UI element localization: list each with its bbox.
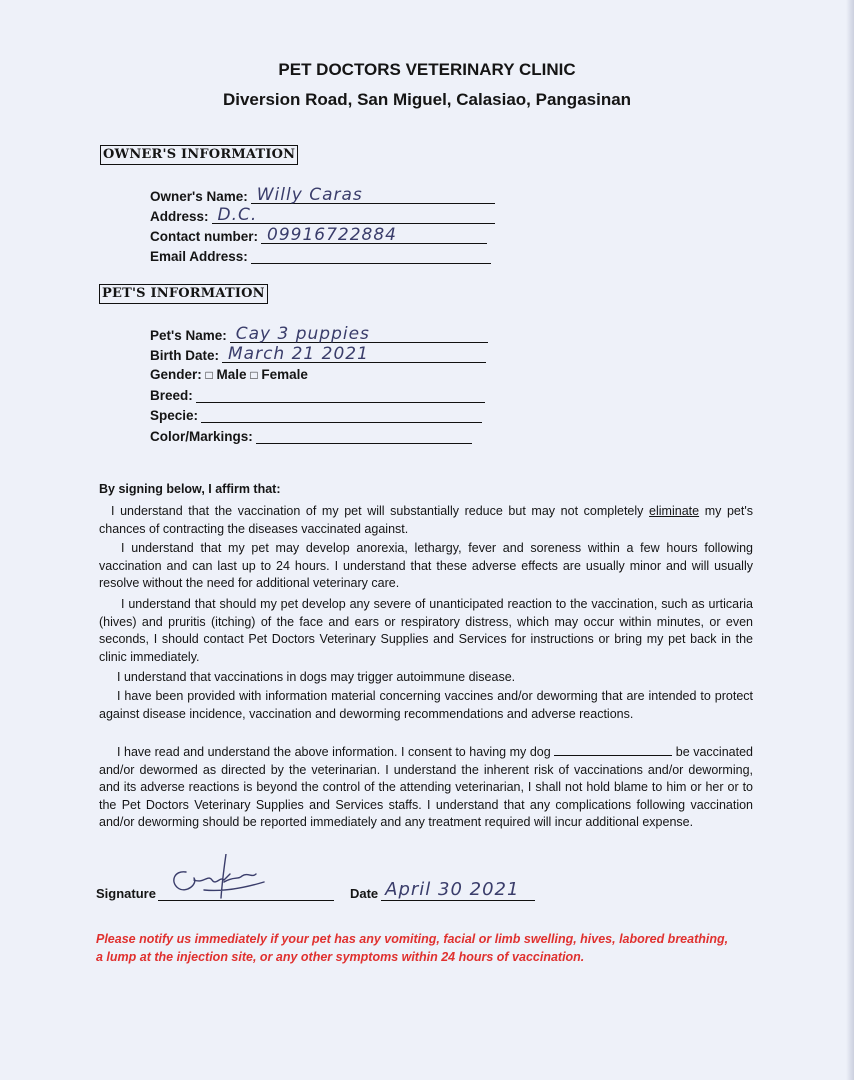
affirmation-p5: I have been provided with information material concerning vaccines and/or deworming that are intended to protect against disease incidence, vaccination and deworming recommendations and adverse reactions.: [99, 689, 753, 721]
owner-address-field[interactable]: [150, 207, 495, 224]
pet-name-label: Pet's Name:: [150, 328, 227, 343]
affirmation-paragraph-2: [99, 540, 753, 593]
pet-breed-label: Breed:: [150, 388, 193, 403]
pet-birth-label: Birth Date:: [150, 348, 220, 363]
owner-contact-label: Contact number:: [150, 229, 258, 244]
pet-name-value: Cay 3 puppies: [235, 324, 370, 344]
signature-row: [96, 880, 535, 901]
owner-address-line[interactable]: [212, 207, 495, 224]
affirmation-paragraph-6: [99, 743, 753, 832]
affirmation-heading: By signing below, I affirm that:: [99, 482, 281, 496]
affirmation-p4: I understand that vaccinations in dogs may trigger autoimmune disease.: [117, 670, 516, 684]
clinic-address: Diversion Road, San Miguel, Calasiao, Pangasinan: [222, 90, 632, 109]
owner-name-line[interactable]: [251, 187, 495, 204]
pet-specie-field[interactable]: [150, 406, 482, 423]
owner-address-label: Address:: [150, 209, 209, 224]
date-line[interactable]: [381, 880, 535, 901]
signature-scribble: [164, 854, 274, 900]
pet-specie-label: Specie:: [150, 408, 199, 423]
pet-name-line[interactable]: [230, 326, 488, 343]
affirmation-p6b: be vaccinated and/or dewormed as directed by the veterinarian. I understand the inherent risk of vaccinations and/or deworming, and its adverse reactions is beyond the control of the attending veterinarian, I shall not hold blame to him or her or to the Pet Doctors Veterinary Supplies and Services staffs. I understand that any complications following vaccination and/or deworming should be reported immediately and any treatment required will incur additional expense.: [99, 745, 753, 829]
male-checkbox[interactable]: □: [205, 368, 213, 382]
owner-contact-field[interactable]: [150, 227, 487, 244]
affirmation-paragraph-3: [99, 596, 753, 666]
pet-birth-value: March 21 2021: [228, 344, 369, 364]
affirmation-p2: I understand that my pet may develop anorexia, lethargy, fever and soreness within a few hours following vaccination and can last up to 24 hours. I understand that these adverse effects are usually minor and will usually resolve without the need for additional veterinary care.: [99, 541, 753, 590]
owner-email-label: Email Address:: [150, 249, 248, 264]
pet-name-field[interactable]: [150, 326, 488, 343]
clinic-name: PET DOCTORS VETERINARY CLINIC: [278, 60, 576, 79]
date-label: Date: [349, 886, 379, 901]
owner-email-field[interactable]: [150, 247, 491, 264]
pet-color-field[interactable]: [150, 427, 472, 444]
owner-address-value: D.C.: [217, 205, 258, 225]
owner-contact-value: 09916722884: [267, 225, 397, 245]
pet-gender-label: Gender:: [150, 367, 202, 382]
signature-line[interactable]: [158, 880, 334, 901]
signature-label: Signature: [96, 886, 156, 901]
dog-name-blank[interactable]: [554, 743, 672, 756]
pet-breed-line[interactable]: [196, 386, 485, 403]
owner-name-field[interactable]: [150, 187, 495, 204]
affirmation-paragraph-1: [99, 503, 753, 538]
pet-color-line[interactable]: [256, 427, 472, 444]
pet-color-label: Color/Markings:: [150, 429, 253, 444]
affirmation-p1a: I understand that the vaccination of my pet will substantially reduce but may not completely: [111, 504, 644, 518]
pet-breed-field[interactable]: [150, 386, 485, 403]
date-value: April 30 2021: [385, 879, 520, 900]
owner-email-line[interactable]: [251, 247, 491, 264]
affirmation-paragraph-4: [99, 669, 753, 687]
female-label: Female: [261, 367, 308, 382]
pet-birth-field[interactable]: [150, 346, 486, 363]
affirmation-p1b: my pet's chances of contracting the diseases vaccinated against.: [99, 504, 753, 536]
pet-section-title: PET'S INFORMATION: [99, 284, 268, 304]
owner-contact-line[interactable]: [261, 227, 487, 244]
notice-text: Please notify us immediately if your pet has any vomiting, facial or limb swelling, hives, labored breathing, a lump at the injection site, or any other symptoms within 24 hours of vaccination.: [96, 932, 729, 964]
pet-birth-line[interactable]: [222, 346, 486, 363]
affirmation-p6a: I have read and understand the above information. I consent to having my dog: [117, 745, 551, 759]
male-label: Male: [216, 367, 247, 382]
affirmation-paragraph-5: [99, 688, 753, 723]
pet-gender-field: [150, 367, 308, 382]
female-checkbox[interactable]: □: [250, 368, 258, 382]
pet-specie-line[interactable]: [201, 406, 482, 423]
owner-section-title: OWNER'S INFORMATION: [100, 145, 298, 165]
scan-edge: [846, 0, 854, 1080]
owner-name-label: Owner's Name:: [150, 189, 248, 204]
affirmation-p1-underlined: eliminate: [649, 504, 700, 518]
affirmation-p3: I understand that should my pet develop any severe of unanticipated reaction to the vaccination, such as urticaria (hives) and pruritis (itching) of the face and ears or respiratory distress, which may occur within minutes, or even seconds, I should contact Pet Doctors Veterinary Supplies and Services for instructions or bring my pet back in the clinic immediately.: [99, 597, 753, 664]
owner-name-value: Willy Caras: [256, 185, 363, 205]
